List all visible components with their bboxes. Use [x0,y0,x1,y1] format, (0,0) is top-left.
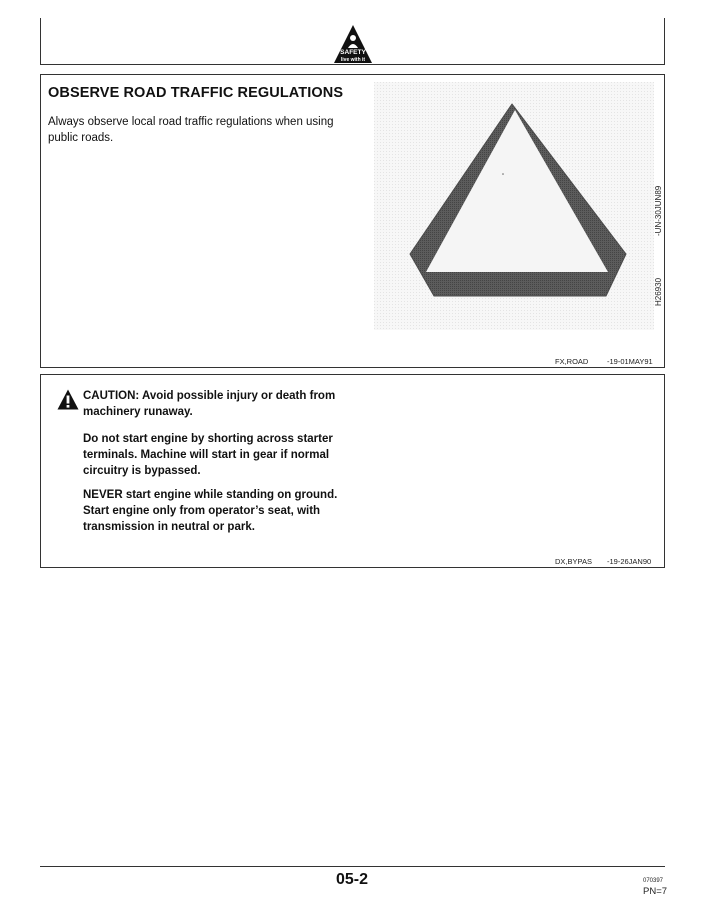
caution-statement: CAUTION: Avoid possible injury or death from machinery runaway. [83,390,336,418]
reference-code: DX,BYPAS [555,557,592,566]
footer-rule [40,866,665,867]
slow-moving-vehicle-triangle-image [374,82,654,330]
top-frame-left-rule [40,18,41,64]
logo-line2: live with it [340,57,366,63]
reference-date: -19-01MAY91 [607,357,653,366]
safety-logo-icon [333,24,373,64]
reference-code: FX,ROAD [555,357,589,366]
footer-page-pn: PN=7 [643,886,668,897]
top-frame-right-rule [664,18,665,64]
image-side-code-2: H26930 [654,277,663,306]
footer-code: 070397 [643,878,664,884]
section-title: OBSERVE ROAD TRAFFIC REGULATIONS [48,85,344,101]
section-body-text: Always observe local road traffic regulations when using public roads. [48,116,334,144]
caution-paragraph-shorting: Do not start engine by shorting across starter terminals. Machine will start in gear if normal circuitry is bypassed. [83,433,333,477]
logo-line1: SAFETY [340,49,366,56]
caution-paragraph-start-engine: NEVER start engine while standing on ground. Start engine only from operator’s seat, with transmission in neutral or park. [83,489,338,533]
image-side-code-1: -UN-30JUN89 [654,185,663,236]
page-number: 05-2 [336,871,369,888]
reference-date: -19-26JAN90 [607,557,652,566]
top-frame-bottom-rule [40,64,665,65]
warning-triangle-icon [57,389,79,410]
